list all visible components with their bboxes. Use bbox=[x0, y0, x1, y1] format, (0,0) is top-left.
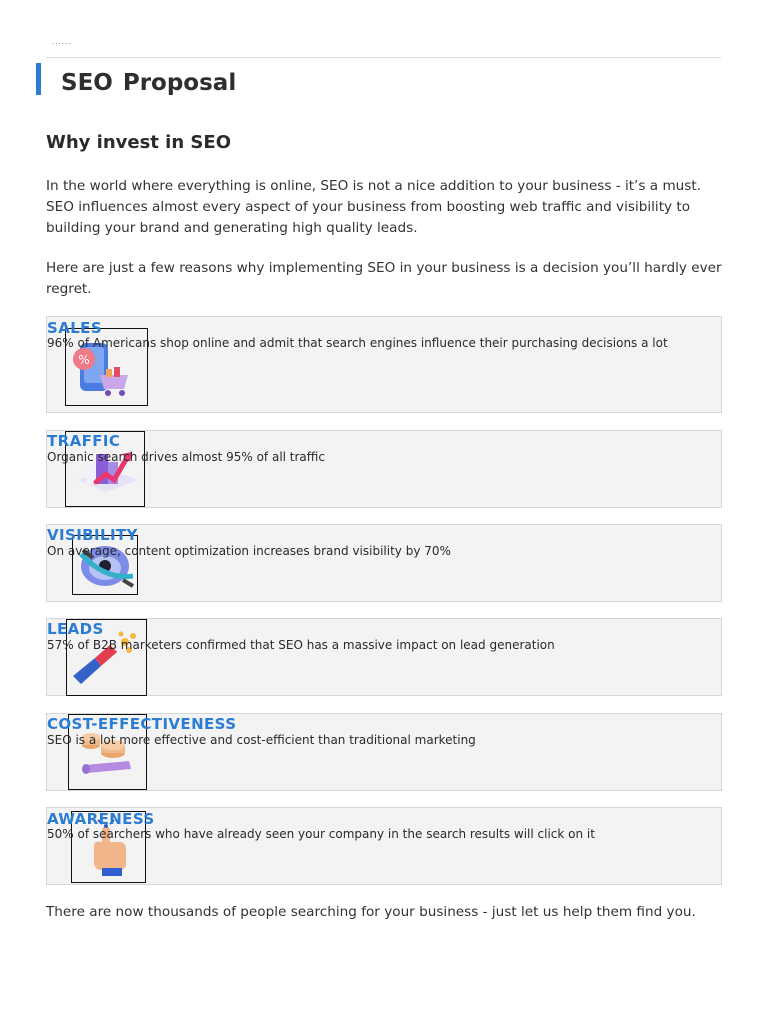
reason-text: Organic search drives almost 95% of all traffic bbox=[47, 450, 325, 464]
reason-card-cost-effectiveness bbox=[46, 713, 722, 791]
reason-title: SALES bbox=[47, 319, 103, 337]
reason-title: TRAFFIC bbox=[47, 432, 121, 450]
reason-text: SEO is a lot more effective and cost-efficient than traditional marketing bbox=[47, 733, 476, 747]
top-divider bbox=[46, 57, 721, 58]
reason-text: 57% of B2B marketers confirmed that SEO has a massive impact on lead generation bbox=[47, 638, 555, 652]
closing-paragraph: There are now thousands of people searching for your business - just let us help them find you. bbox=[46, 904, 696, 920]
reason-card-awareness bbox=[46, 807, 722, 885]
reason-card-visibility bbox=[46, 524, 722, 602]
reason-title: VISIBILITY bbox=[47, 526, 138, 544]
intro-paragraph-2: Here are just a few reasons why implementing SEO in your business is a decision you’ll hardly ever regret. bbox=[46, 260, 722, 297]
reason-title: AWARENESS bbox=[47, 810, 155, 828]
title-accent-bar bbox=[36, 63, 41, 95]
intro-paragraph-1: In the world where everything is online, SEO is not a nice addition to your business - it’s a must. SEO influences almost every aspect of your business from boosting web traffic and visibility to building your brand and generating high quality leads. bbox=[46, 178, 702, 236]
reason-title: LEADS bbox=[47, 620, 104, 638]
reason-text: 50% of searchers who have already seen your company in the search results will click on it bbox=[47, 827, 595, 841]
page-title: SEO Proposal bbox=[61, 70, 237, 96]
section-heading: Why invest in SEO bbox=[46, 132, 231, 153]
reason-text: 96% of Americans shop online and admit that search engines influence their purchasing decisions a lot bbox=[47, 336, 668, 350]
reason-card-sales bbox=[46, 316, 722, 413]
svg-text:%: % bbox=[78, 353, 90, 367]
reason-card-traffic bbox=[46, 430, 722, 508]
reason-card-leads bbox=[46, 618, 722, 696]
reason-text: On average, content optimization increases brand visibility by 70% bbox=[47, 544, 451, 558]
header-stub: ...... bbox=[52, 38, 72, 46]
reason-title: COST-EFFECTIVENESS bbox=[47, 715, 237, 733]
